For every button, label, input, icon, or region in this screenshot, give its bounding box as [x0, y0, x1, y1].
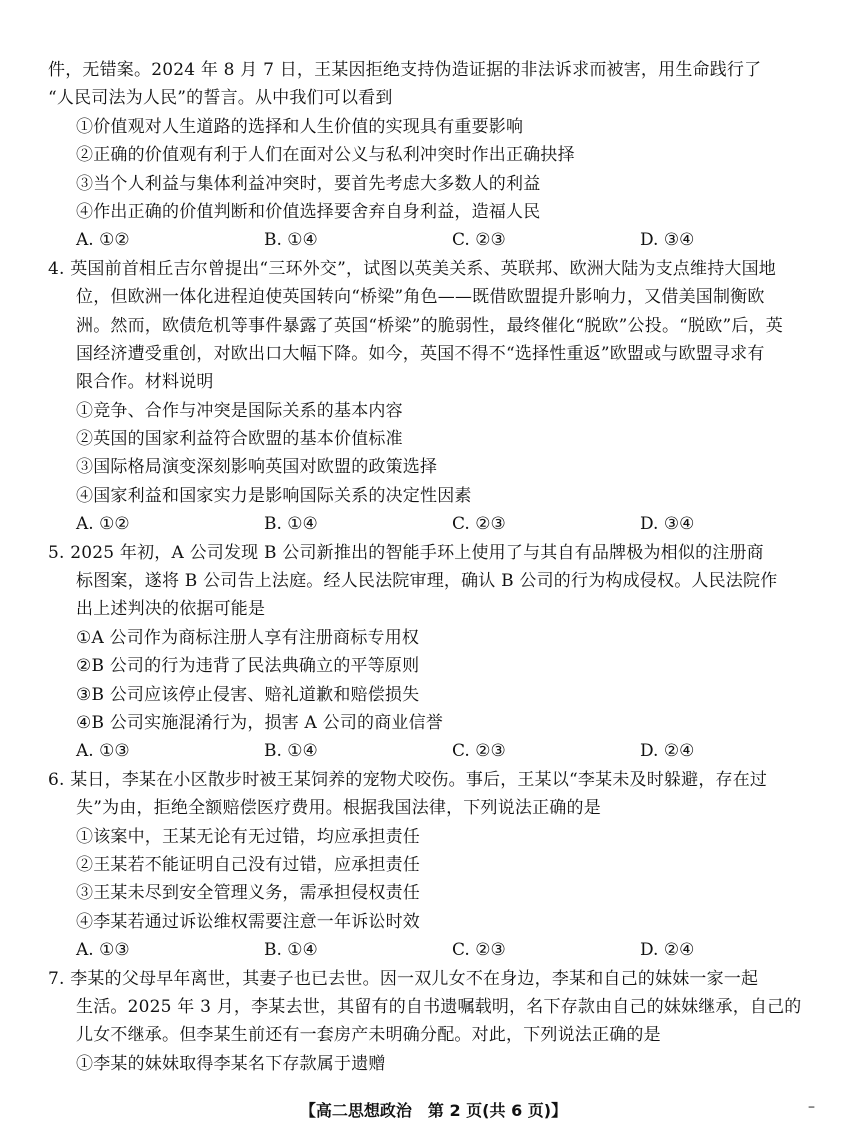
option-statement: ①李某的妹妹取得李某名下存款属于遗赠: [76, 1053, 386, 1074]
question-text-line: 6. 某日，李某在小区散步时被王某饲养的宠物犬咬伤。事后，王某以“李某未及时躲避，存在过: [48, 769, 768, 790]
question-5: [48, 539, 838, 766]
choice-c: C. ②③: [452, 741, 506, 762]
choice-d: D. ②④: [640, 940, 695, 961]
answer-choices: [48, 936, 838, 964]
page-footer: 【高二思想政治 第 2 页(共 6 页)】: [299, 1101, 568, 1120]
option-statement: ①该案中，王某无论有无过错，均应承担责任: [76, 826, 420, 847]
question-3-tail: [48, 56, 838, 255]
choice-d: D. ②④: [640, 741, 695, 762]
choice-a: A. ①③: [76, 741, 130, 762]
question-text-line: 5. 2025 年初，A 公司发现 B 公司新推出的智能手环上使用了与其自有品牌极为相似的注册商: [48, 542, 764, 563]
option-statement: ④B 公司实施混淆行为，损害 A 公司的商业信誉: [76, 712, 444, 733]
question-text-line: 4. 英国前首相丘吉尔曾提出“三环外交”，试图以英美关系、英联邦、欧洲大陆为支点维持大国地: [48, 258, 777, 279]
question-text-line: 限合作。材料说明: [76, 372, 214, 393]
choice-c: C. ②③: [452, 230, 506, 251]
page-content: [48, 56, 838, 1078]
choice-b: B. ①④: [264, 230, 318, 251]
option-statement: ①竞争、合作与冲突是国际关系的基本内容: [76, 400, 403, 421]
answer-choices: [48, 737, 838, 765]
option-statement: ④李某若通过诉讼维权需要注意一年诉讼时效: [76, 911, 420, 932]
question-text-line: 失”为由，拒绝全额赔偿医疗费用。根据我国法律，下列说法正确的是: [76, 798, 601, 819]
choice-a: A. ①②: [76, 230, 130, 251]
choice-d: D. ③④: [640, 514, 695, 535]
option-statement: ③B 公司应该停止侵害、赔礼道歉和赔偿损失: [76, 684, 420, 705]
option-statement: ①A 公司作为商标注册人享有注册商标专用权: [76, 627, 420, 648]
choice-d: D. ③④: [640, 230, 695, 251]
question-text-line: 国经济遭受重创，对欧出口大幅下降。如今，英国不得不“选择性重返”欧盟或与欧盟寻求有: [76, 343, 765, 364]
option-statement: ②王某若不能证明自己没有过错，应承担责任: [76, 854, 420, 875]
choice-b: B. ①④: [264, 741, 318, 762]
choice-b: B. ①④: [264, 940, 318, 961]
question-text-line: 标图案，遂将 B 公司告上法庭。经人民法院审理，确认 B 公司的行为构成侵权。人民法院作: [76, 571, 778, 592]
option-statement: ②B 公司的行为违背了民法典确立的平等原则: [76, 656, 420, 677]
option-statement: ②英国的国家利益符合欧盟的基本价值标准: [76, 429, 403, 450]
question-text-line: 出上述判决的依据可能是: [76, 599, 266, 620]
option-statement: ④作出正确的价值判断和价值选择要舍弃自身利益，造福人民: [76, 201, 541, 222]
choice-a: A. ①③: [76, 940, 130, 961]
question-7: [48, 965, 838, 1079]
option-statement: ①价值观对人生道路的选择和人生价值的实现具有重要影响: [76, 116, 524, 137]
corner-mark: –: [808, 1099, 815, 1115]
question-text-line: 生活。2025 年 3 月，李某去世，其留有的自书遗嘱载明，名下存款由自己的妹妹继承，自己的: [76, 996, 802, 1017]
answer-choices: [48, 510, 838, 538]
question-text-line: 件，无错案。2024 年 8 月 7 日，王某因拒绝支持伪造证据的非法诉求而被害，用生命践行了: [48, 60, 762, 80]
question-text-line: 儿女不继承。但李某生前还有一套房产未明确分配。对此，下列说法正确的是: [76, 1025, 661, 1046]
option-statement: ③当个人利益与集体利益冲突时，要首先考虑大多数人的利益: [76, 173, 541, 194]
question-4: [48, 255, 838, 539]
answer-choices: [48, 226, 838, 254]
option-statement: ④国家利益和国家实力是影响国际关系的决定性因素: [76, 485, 472, 506]
choice-b: B. ①④: [264, 514, 318, 535]
question-text-line: 位，但欧洲一体化进程迫使英国转向“桥梁”角色——既借欧盟提升影响力，又借美国制衡欧: [76, 287, 765, 308]
question-text-line: “人民司法为人民”的誓言。从中我们可以看到: [48, 88, 393, 109]
choice-c: C. ②③: [452, 514, 506, 535]
choice-a: A. ①②: [76, 514, 130, 535]
option-statement: ③王某未尽到安全管理义务，需承担侵权责任: [76, 883, 420, 904]
question-6: [48, 766, 838, 965]
choice-c: C. ②③: [452, 940, 506, 961]
option-statement: ③国际格局演变深刻影响英国对欧盟的政策选择: [76, 457, 438, 478]
option-statement: ②正确的价值观有利于人们在面对公义与私利冲突时作出正确抉择: [76, 145, 575, 166]
question-text-line: 7. 李某的父母早年离世，其妻子也已去世。因一双儿女不在身边，李某和自己的妹妹一家一起: [48, 968, 759, 989]
question-text-line: 洲。然而，欧债危机等事件暴露了英国“桥梁”的脆弱性，最终催化“脱欧”公投。“脱欧”后，英: [76, 315, 783, 336]
